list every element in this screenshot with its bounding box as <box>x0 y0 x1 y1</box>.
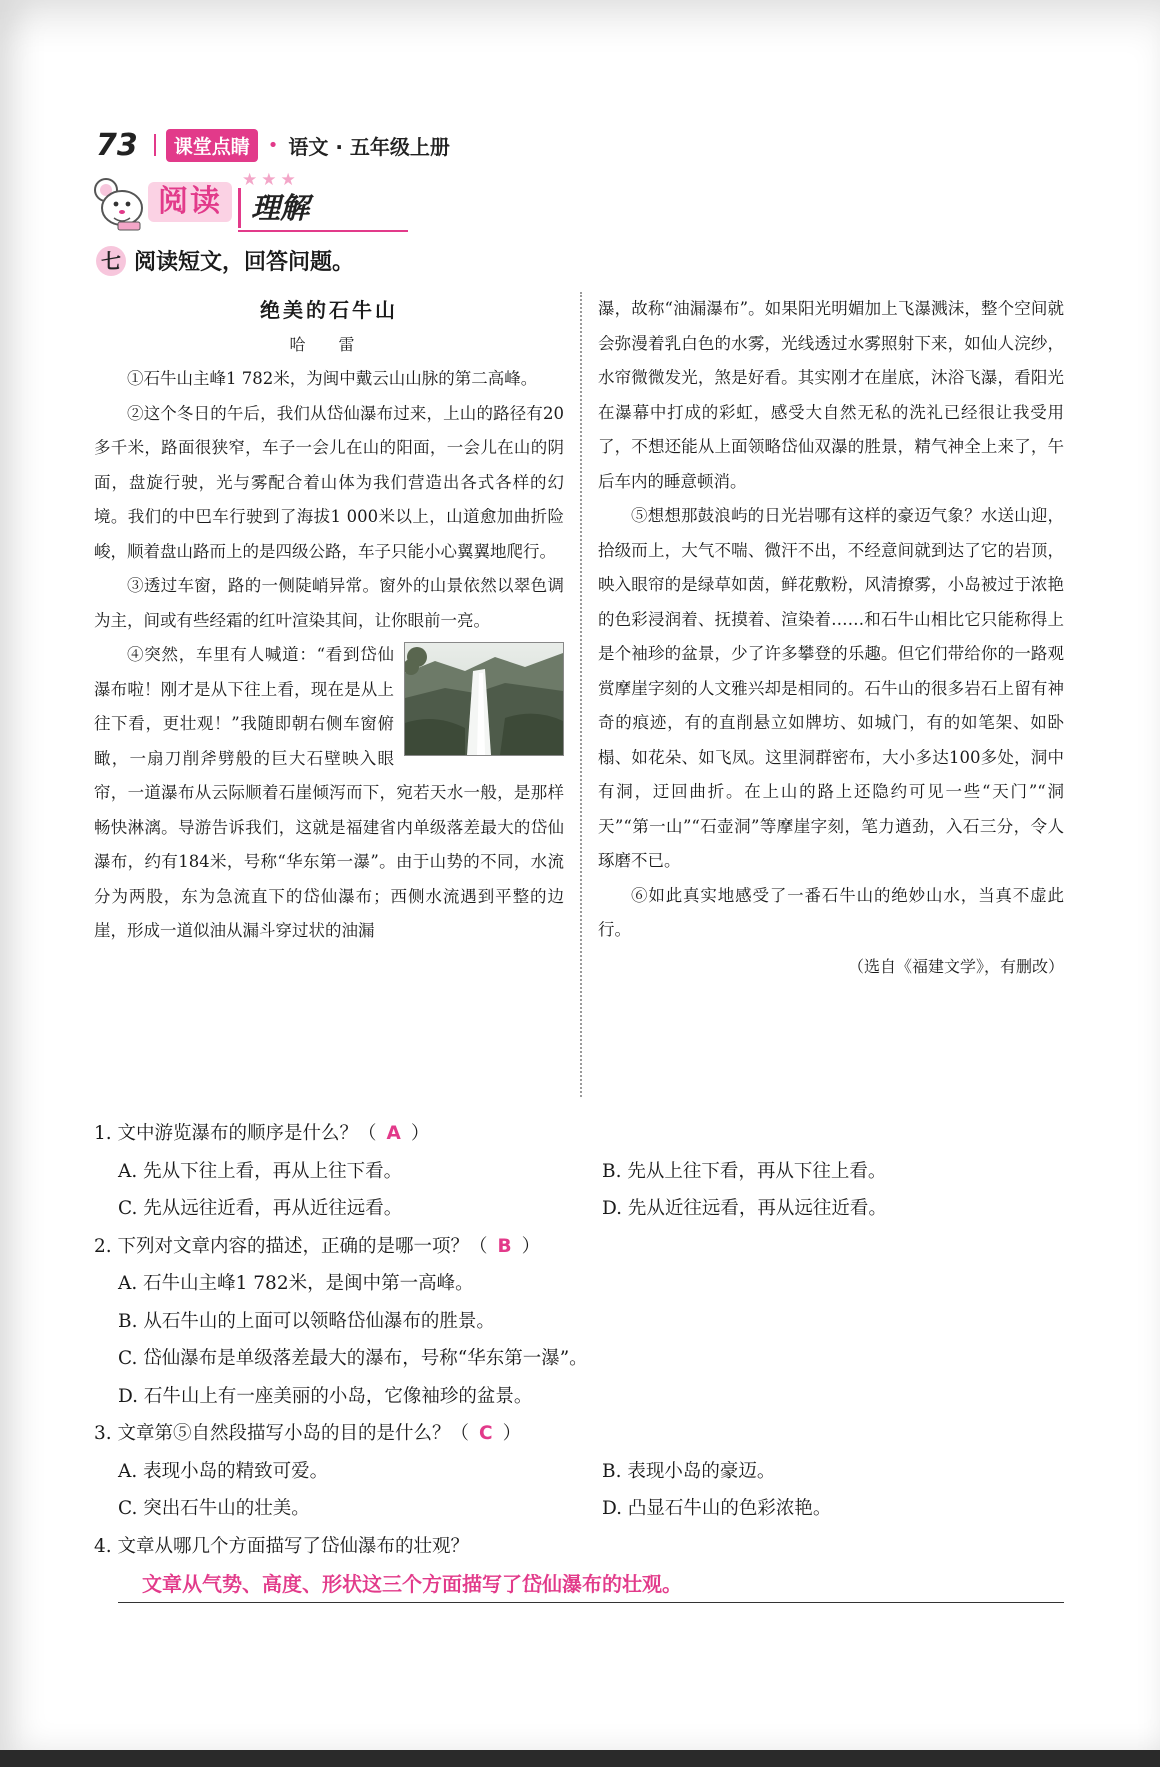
question-1-option-a: A. 先从下往上看，再从上往下看。 <box>118 1160 403 1182</box>
rating-stars: ★★★ <box>242 170 300 190</box>
question-1-stem <box>94 1115 1064 1153</box>
paragraph-4-wrap <box>94 638 564 949</box>
question-3-text: 3. 文章第⑤自然段描写小岛的目的是什么？（ <box>94 1423 470 1444</box>
question-4-answer: 文章从气势、高度、形状这三个方面描写了岱仙瀑布的壮观。 <box>118 1565 1064 1603</box>
header-dot: • <box>267 134 279 156</box>
question-1-option-d: D. 先从近往远看，再从远往近看。 <box>602 1198 887 1219</box>
question-2-option-a: A. 石牛山主峰1 782米，是闽中第一高峰。 <box>118 1273 474 1294</box>
question-3-stem <box>94 1415 1064 1453</box>
question-3-option-c: C. 突出石牛山的壮美。 <box>118 1498 310 1519</box>
question-2-text: 2. 下列对文章内容的描述，正确的是哪一项？（ <box>94 1235 488 1257</box>
paragraph-6: ⑥如此真实地感受了一番石牛山的绝妙山水，当真不虚此行。 <box>598 885 1064 939</box>
article-source: （选自《福建文学》，有删改） <box>847 956 1064 976</box>
question-heading <box>96 245 354 276</box>
question-1-option-b: B. 先从上往下看，再从下往上看。 <box>602 1160 887 1182</box>
banner-lijie: 理解 <box>238 188 309 228</box>
question-1-answer: A <box>386 1123 401 1144</box>
question-3-answer: C <box>479 1423 493 1444</box>
article-left-column <box>94 292 564 949</box>
header-divider <box>154 134 156 156</box>
question-3-option-a: A. 表现小岛的精致可爱。 <box>118 1460 329 1482</box>
page-header <box>96 125 450 165</box>
paragraph-2: ②这个冬日的午后，我们从岱仙瀑布过来，上山的路径有20多千米，路面很狭窄，车子一会儿在山的阳面，一会儿在山的阴面，盘旋行驶，光与雾配合着山体为我们营造出各式各样的幻境。我们的中巴车行驶到了海拔1 000米以上，山道愈加曲折险峻，顺着盘山路而上的是四级公路，车子只能小心翼翼地爬行。 <box>94 403 564 561</box>
reading-section-banner <box>92 168 322 238</box>
article-title: 绝美的石牛山 <box>260 298 398 322</box>
question-2-option-b: B. 从石牛山的上面可以领略岱仙瀑布的胜景。 <box>118 1310 495 1332</box>
banner-yuedu: 阅读 <box>148 182 232 222</box>
paragraph-4: ④突然，车里有人喊道：“看到岱仙瀑布啦！刚才是从下往上看，现在是从上往下看，更壮观！”我随即朝右侧车窗俯瞰，一扇刀削斧劈般的巨大石壁映入眼帘，一道瀑布从云际顺着石崖倾泻而下，宛若天水一般，是那样畅快淋漓。导游告诉我们，这就是福建省内单级落差最大的岱仙瀑布，约有184米，号称“华东第一瀑”。由于山势的不同，水流分为两股，东为急流直下的岱仙瀑布；西侧水流遇到平整的边崖，形成一道似油从漏斗穿过状的油漏 <box>94 645 564 940</box>
question-1-options-row-2 <box>94 1190 1064 1228</box>
question-instruction: 阅读短文，回答问题。 <box>134 250 355 275</box>
question-4-stem: 4. 文章从哪几个方面描写了岱仙瀑布的壮观？ <box>94 1535 470 1557</box>
question-1-option-c: C. 先从远往近看，再从近往远看。 <box>118 1198 403 1219</box>
question-number: 七 <box>96 246 126 276</box>
header-badge: 课堂点睛 <box>166 129 258 162</box>
question-1-close: ） <box>410 1123 430 1144</box>
question-2-stem <box>94 1228 1064 1266</box>
question-2-option-d: D. 石牛山上有一座美丽的小岛，它像袖珍的盆景。 <box>118 1385 533 1407</box>
article-author: 哈 雷 <box>289 335 369 354</box>
question-3-option-d: D. 凸显石牛山的色彩浓艳。 <box>602 1498 832 1519</box>
question-2-option-c: C. 岱仙瀑布是单级落差最大的瀑布，号称“华东第一瀑”。 <box>118 1348 588 1369</box>
question-3-close: ） <box>502 1423 522 1444</box>
mouse-mascot-icon <box>92 176 152 232</box>
header-subject: 语文 · 五年级上册 <box>288 134 450 159</box>
question-1-options-row-1 <box>94 1153 1064 1191</box>
article-right-column <box>598 292 1064 984</box>
paragraph-4-continued: 瀑，故称“油漏瀑布”。如果阳光明媚加上飞瀑溅沫，整个空间就会弥漫着乳白色的水雾，光线透过水雾照射下来，如仙人浣纱，水帘微微发光，煞是好看。其实刚才在崖底，沐浴飞瀑，看阳光在瀑幕中打成的彩虹，感受大自然无私的洗礼已经很让我受用了，不想还能从上面领略岱仙双瀑的胜景，精气神全上来了，午后车内的睡意顿消。 <box>598 299 1064 491</box>
question-3-option-b: B. 表现小岛的豪迈。 <box>602 1460 776 1482</box>
waterfall-photo <box>404 642 564 756</box>
question-1-text: 1. 文中游览瀑布的顺序是什么？（ <box>94 1123 377 1144</box>
paragraph-3: ③透过车窗，路的一侧陡峭异常。窗外的山景依然以翠色调为主，间或有些经霜的红叶渲染其间，让你眼前一亮。 <box>94 576 564 630</box>
banner-underline <box>238 230 408 232</box>
question-2-close: ） <box>521 1235 541 1257</box>
column-divider <box>580 292 582 1097</box>
question-2-answer: B <box>497 1235 512 1257</box>
paragraph-5: ⑤想想那鼓浪屿的日光岩哪有这样的豪迈气象？水送山迎，拾级而上，大气不喘、微汗不出，不经意间就到达了它的岩顶，映入眼帘的是绿草如茵，鲜花敷粉，风清撩雾，小岛被过于浓艳的色彩浸润着、抚摸着、渲染着……和石牛山相比它只能称得上是个袖珍的盆景，少了许多攀登的乐趣。但它们带给你的一路观赏摩崖字刻的人文雅兴却是相同的。石牛山的很多岩石上留有神奇的痕迹，有的直削悬立如牌坊、如城门，有的如笔架、如卧榻、如花朵、如飞凤。这里洞群密布，大小多达100多处，洞中有洞，迂回曲折。在上山的路上还隐约可见一些“天门”“洞天”“第一山”“石壶洞”等摩崖字刻，笔力遒劲，入石三分，令人琢磨不已。 <box>598 506 1064 870</box>
page-number: 73 <box>96 127 138 163</box>
paragraph-1: ①石牛山主峰1 782米，为闽中戴云山山脉的第二高峰。 <box>127 369 538 388</box>
question-list <box>94 1115 1064 1603</box>
question-3-options-row-1 <box>94 1453 1064 1491</box>
question-3-options-row-2 <box>94 1490 1064 1528</box>
